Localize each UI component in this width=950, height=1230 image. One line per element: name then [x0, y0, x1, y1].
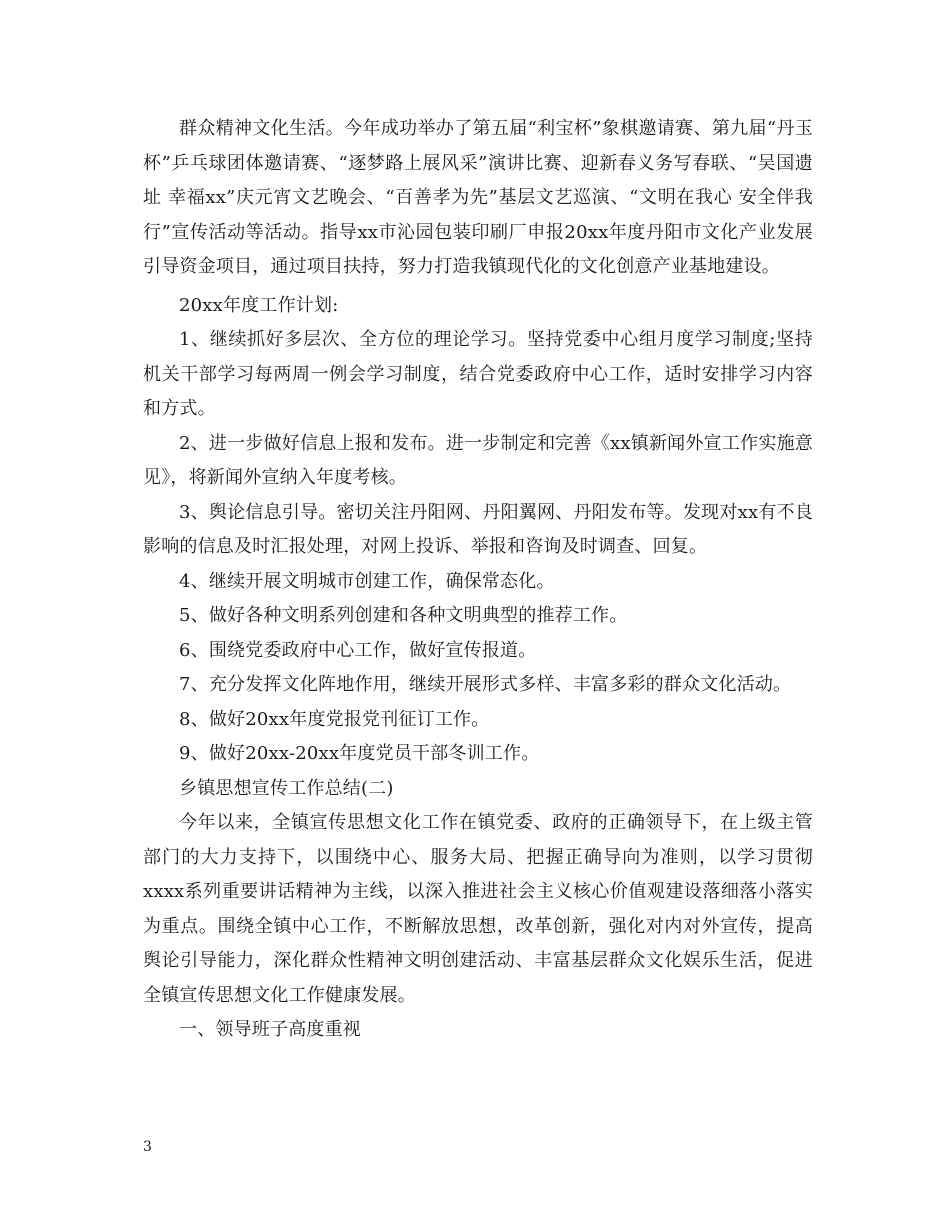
section-heading-leadership: 一、领导班子高度重视 [179, 1019, 361, 1040]
document-body [143, 112, 813, 1048]
paragraph-cultural-activities: 群众精神文化生活。今年成功举办了第五届“利宝杯”象棋邀请赛、第九届“丹玉杯”乒乓球团体邀请赛、“逐梦路上展风采”演讲比赛、迎新春义务写春联、“吴国遗址 幸福xx”庆元宵文艺晚会、“百善孝为先”基层文艺巡演、“文明在我心 安全伴我行”宣传活动等活动。指导xx市沁园包装印刷厂申报20xx年度丹阳市文化产业发展引导资金项目，通过项目扶持，努力打造我镇现代化的文化创意产业基地建设。 [143, 118, 813, 277]
page-number: 3 [143, 1139, 152, 1155]
section-title-summary-2: 乡镇思想宣传工作总结(二) [179, 777, 394, 799]
plan-item-4: 4、继续开展文明城市创建工作，确保常态化。 [179, 570, 555, 592]
plan-item-9: 9、做好20xx-20xx年度党员干部冬训工作。 [179, 743, 540, 764]
plan-item-6: 6、围绕党委政府中心工作，做好宣传报道。 [179, 639, 537, 661]
plan-item-3: 3、舆论信息引导。密切关注丹阳网、丹阳翼网、丹阳发布等。发现对xx有不良影响的信息及时汇报处理，对网上投诉、举报和咨询及时调查、回复。 [143, 501, 813, 557]
paragraph-summary-intro: 今年以来，全镇宣传思想文化工作在镇党委、政府的正确领导下，在上级主管部门的大力支持下，以围绕中心、服务大局、把握正确导向为准则，以学习贯彻xxxx系列重要讲话精神为主线，以深入推进社会主义核心价值观建设落细落小落实为重点。围绕全镇中心工作，不断解放思想，改革创新，强化对内对外宣传，提高舆论引导能力，深化群众性精神文明创建活动、丰富基层群众文化娱乐生活，促进全镇宣传思想文化工作健康发展。 [143, 812, 813, 1006]
plan-item-1: 1、继续抓好多层次、全方位的理论学习。坚持党委中心组月度学习制度;坚持机关干部学习每两周一例会学习制度，结合党委政府中心工作，适时安排学习内容和方式。 [143, 329, 813, 419]
plan-item-7: 7、充分发挥文化阵地作用，继续开展形式多样、丰富多彩的群众文化活动。 [179, 674, 792, 695]
paragraph-work-plan-heading: 20xx年度工作计划: [179, 294, 339, 316]
plan-item-5: 5、做好各种文明系列创建和各种文明典型的推荐工作。 [179, 605, 628, 626]
plan-item-8: 8、做好20xx年度党报党刊征订工作。 [179, 708, 490, 730]
plan-item-2: 2、进一步做好信息上报和发布。进一步制定和完善《xx镇新闻外宣工作实施意见》，将新闻外宣纳入年度考核。 [143, 432, 813, 488]
